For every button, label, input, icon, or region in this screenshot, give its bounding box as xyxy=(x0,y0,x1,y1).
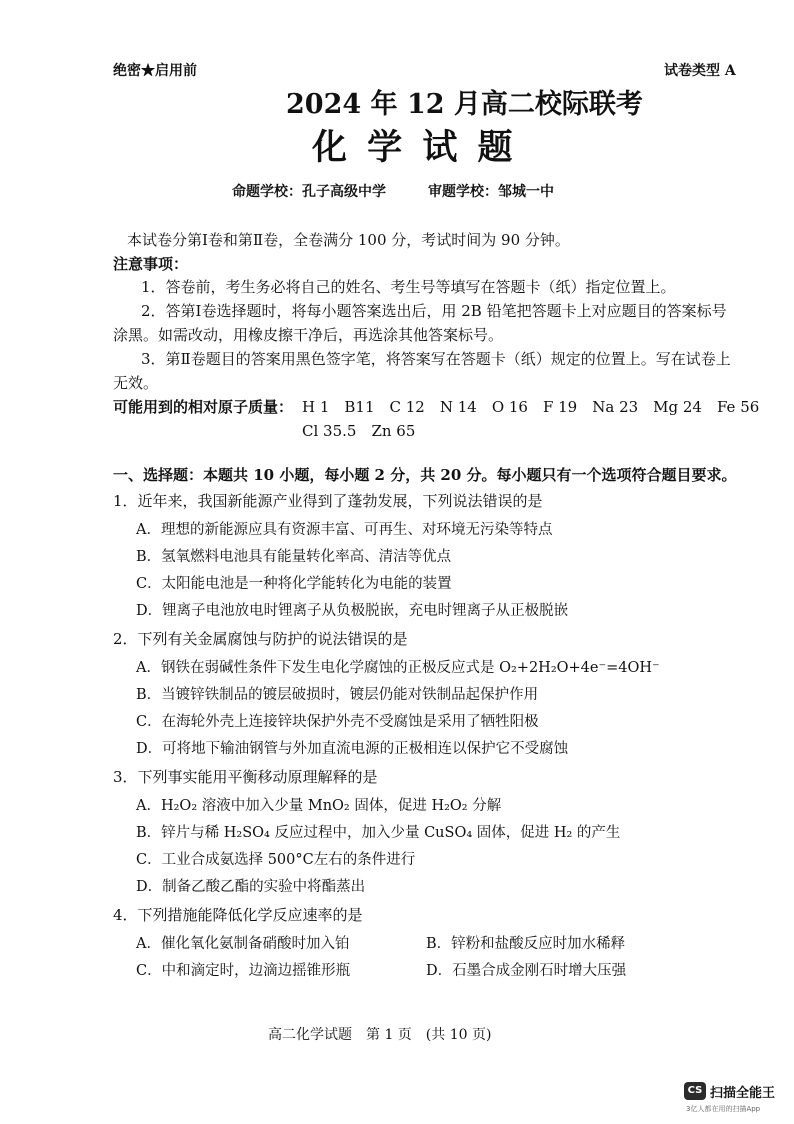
school-info: 命题学校：孔子高级中学 审题学校：邹城一中 xyxy=(232,184,554,200)
atomic-mass-label: 可能用到的相对原子质量： xyxy=(113,398,294,416)
question-1-option-c: C．太阳能电池是一种将化学能转化为电能的装置 xyxy=(136,576,452,592)
question-4-option-b: B．锌粉和盐酸反应时加水稀释 xyxy=(426,936,626,952)
question-4-stem: 4．下列措施能降低化学反应速率的是 xyxy=(113,906,363,924)
notice-item-2: 2．答第Ⅰ卷选择题时，将每小题答案选出后，用 2B 铅笔把答题卡上对应题目的答案标号 xyxy=(141,302,727,320)
question-2-option-b: B．当镀锌铁制品的镀层破损时，镀层仍能对铁制品起保护作用 xyxy=(136,687,539,703)
intro-text: 本试卷分第Ⅰ卷和第Ⅱ卷，全卷满分 100 分，考试时间为 90 分钟。 xyxy=(127,231,570,249)
atomic-mass-line-2: Cl 35.5 Zn 65 xyxy=(302,422,416,440)
question-3-option-b: B．锌片与稀 H₂SO₄ 反应过程中，加入少量 CuSO₄ 固体，促进 H₂ 的产生 xyxy=(136,825,621,841)
atomic-mass-line-1: H 1 B11 C 12 N 14 O 16 F 19 Na 23 Mg 24 Fe 56 xyxy=(302,398,760,416)
question-2-option-a xyxy=(136,656,660,677)
question-1-option-b: B．氢氧燃料电池具有能量转化率高、清洁等优点 xyxy=(136,549,452,565)
scanner-app-name: 扫描全能王 xyxy=(710,1086,776,1101)
scanner-tagline: 3亿人都在用的扫描App xyxy=(686,1105,761,1113)
question-2-option-d: D．可将地下输油钢管与外加直流电源的正极相连以保护它不受腐蚀 xyxy=(136,741,569,757)
section-heading: 一、选择题：本题共 10 小题，每小题 2 分，共 20 分。每小题只有一个选项符合题目要求。 xyxy=(113,466,737,484)
question-3-option-c: C．工业合成氨选择 500°C左右的条件进行 xyxy=(136,852,416,868)
notice-item-3: 3．第Ⅱ卷题目的答案用黑色签字笔，将答案写在答题卡（纸）规定的位置上。写在试卷上 xyxy=(141,350,731,368)
secret-label: 绝密★启用前 xyxy=(113,63,197,79)
question-4-option-a: A．催化氧化氨制备硝酸时加入铂 xyxy=(136,936,350,952)
subject-title: 化 学 试 题 xyxy=(312,127,517,168)
question-3-option-a: A．H₂O₂ 溶液中加入少量 MnO₂ 固体，促进 H₂O₂ 分解 xyxy=(136,798,502,814)
exam-title: 2024 年 12 月高二校际联考 xyxy=(286,89,643,120)
question-2-option-a-text: A．钢铁在弱碱性条件下发生电化学腐蚀的正极反应式是 xyxy=(136,660,500,676)
question-2-stem: 2．下列有关金属腐蚀与防护的说法错误的是 xyxy=(113,630,408,648)
notice-item-3-cont: 无效。 xyxy=(113,374,159,392)
question-4-option-d: D．石墨合成金刚石时增大压强 xyxy=(426,963,627,979)
question-1-option-d: D．锂离子电池放电时锂离子从负极脱嵌，充电时锂离子从正极脱嵌 xyxy=(136,603,569,619)
question-3-option-d: D．制备乙酸乙酯的实验中将酯蒸出 xyxy=(136,879,366,895)
question-4-option-c: C．中和滴定时，边滴边摇锥形瓶 xyxy=(136,963,351,979)
paper-type: 试卷类型 A xyxy=(664,63,736,79)
question-1-stem: 1．近年来，我国新能源产业得到了蓬勃发展，下列说法错误的是 xyxy=(113,492,543,510)
question-2-option-c: C．在海轮外壳上连接锌块保护外壳不受腐蚀是采用了牺牲阳极 xyxy=(136,714,539,730)
notice-item-2-cont: 涂黑。如需改动，用橡皮擦干净后，再选涂其他答案标号。 xyxy=(113,326,504,344)
question-2-option-a-equation: O₂+2H₂O+4e⁻=4OH⁻ xyxy=(499,660,660,676)
question-1-option-a: A．理想的新能源应具有资源丰富、可再生、对环境无污染等特点 xyxy=(136,522,553,538)
notice-item-1: 1．答卷前，考生务必将自己的姓名、考生号等填写在答题卡（纸）指定位置上。 xyxy=(141,278,676,296)
question-3-stem: 3．下列事实能用平衡移动原理解释的是 xyxy=(113,768,378,786)
page-footer: 高二化学试题 第 1 页 (共 10 页) xyxy=(268,1027,492,1043)
scanner-logo-icon: CS xyxy=(684,1082,706,1100)
notice-heading: 注意事项： xyxy=(113,255,189,273)
